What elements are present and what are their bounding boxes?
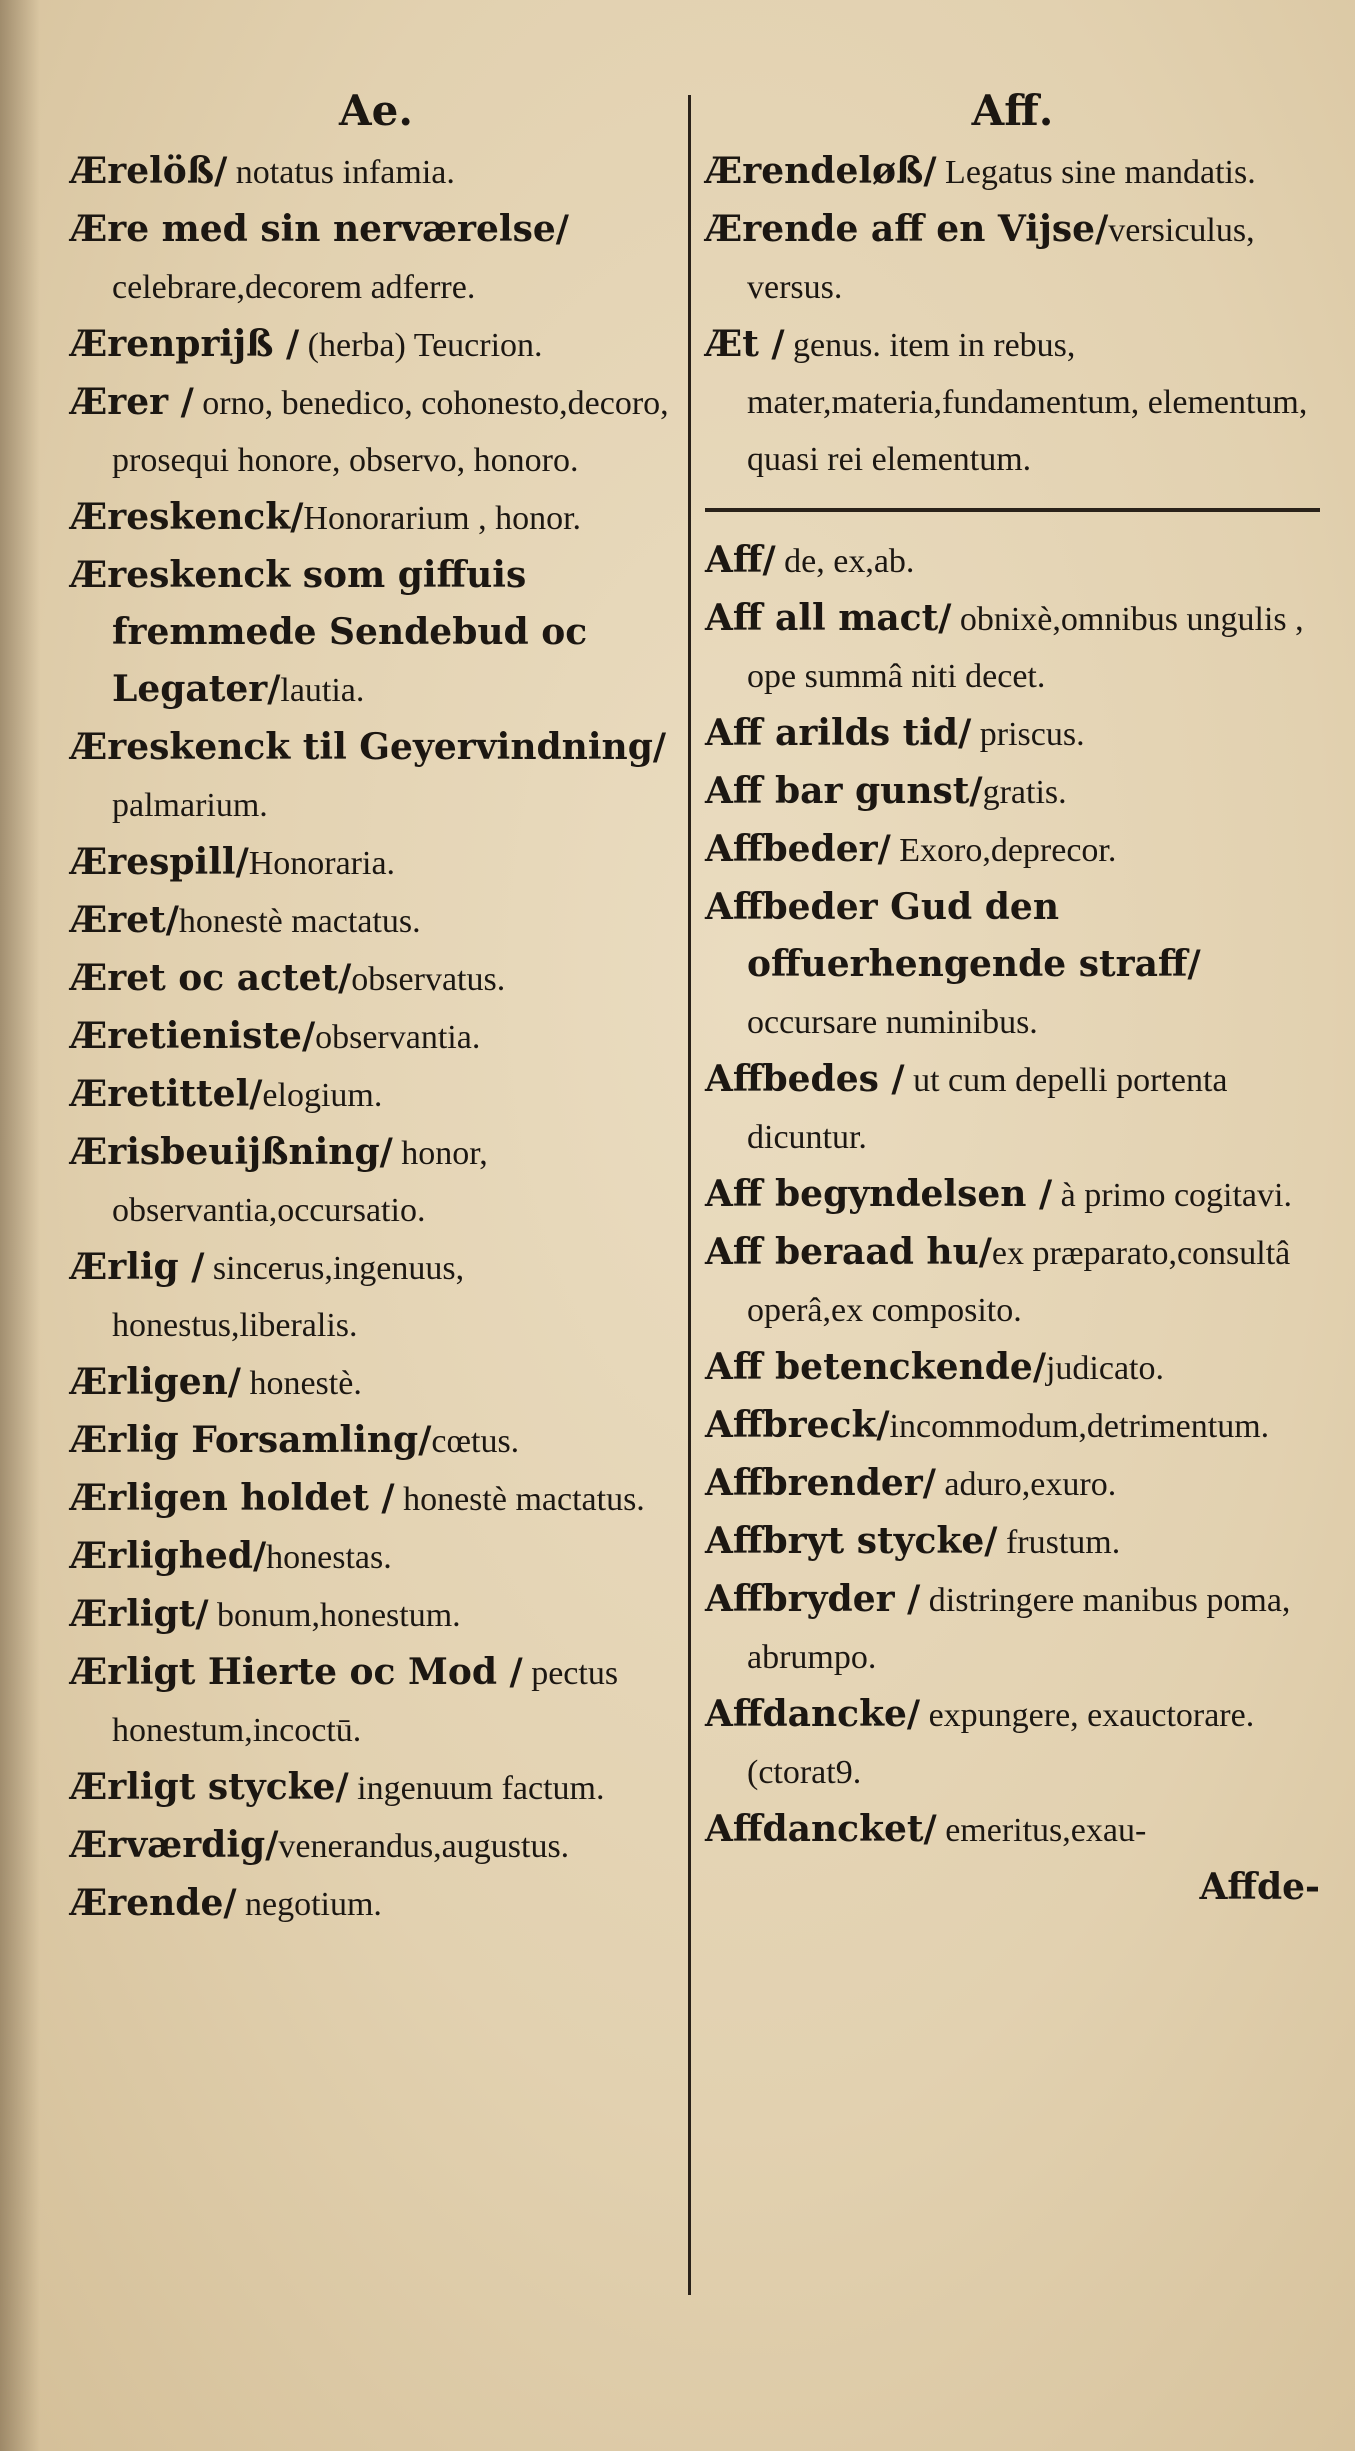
entry-definition: incommodum,detrimentum. (889, 1408, 1270, 1445)
dictionary-entry (70, 1759, 682, 1817)
entry-definition: versiculus, versus. (747, 212, 1255, 306)
entry-headword: Ærligt Hierte oc Mod / (70, 1651, 523, 1693)
column-divider (688, 95, 691, 2295)
entry-definition: judicato. (1045, 1350, 1164, 1387)
entry-definition: ingenuum factum. (348, 1770, 605, 1807)
entry-definition: frustum. (997, 1524, 1121, 1561)
entry-definition: genus. item in rebus, mater,materia,fundamentum, elementum, quasi rei elementum. (747, 327, 1308, 478)
entry-definition: ut cum depelli portenta dicuntur. (747, 1062, 1228, 1156)
entry-headword: Æret/ (70, 899, 179, 941)
entry-headword: Æret oc actet/ (70, 957, 352, 999)
entry-headword: Ærendeløß/ (705, 150, 937, 192)
dictionary-entry (705, 1166, 1320, 1224)
entry-headword: Ærenprijß / (70, 323, 300, 365)
dictionary-entry (70, 1066, 682, 1124)
entry-definition: gratis. (982, 774, 1067, 811)
dictionary-entry (705, 1686, 1320, 1801)
dictionary-entry (705, 1571, 1320, 1686)
dictionary-entry (705, 1455, 1320, 1513)
dictionary-entry (70, 489, 682, 547)
dictionary-entry (70, 1412, 682, 1470)
left-column (70, 85, 682, 1933)
dictionary-entry (70, 1528, 682, 1586)
entry-definition: cœtus. (431, 1423, 520, 1460)
right-entry-list-top (705, 143, 1320, 488)
entry-headword: Affbeder/ (705, 828, 891, 870)
dictionary-entry (70, 1644, 682, 1759)
entry-headword: Æretittel/ (70, 1073, 263, 1115)
entry-definition: emeritus,exau- (936, 1812, 1147, 1849)
entry-headword: Æreskenck til Geyervindning/ (70, 726, 667, 768)
dictionary-entry (70, 1817, 682, 1875)
entry-headword: Ærelöß/ (70, 150, 228, 192)
entry-headword: Aff/ (705, 539, 776, 581)
entry-definition: distringere manibus poma, abrumpo. (747, 1582, 1291, 1676)
dictionary-entry (705, 143, 1320, 201)
entry-headword: Æt / (705, 323, 785, 365)
entry-definition: obnixè,omnibus ungulis , ope summâ niti decet. (747, 601, 1304, 695)
dictionary-entry (70, 143, 682, 201)
entry-definition: à primo cogitavi. (1052, 1177, 1292, 1214)
entry-definition: notatus infamia. (227, 154, 455, 191)
dictionary-entry (705, 763, 1320, 821)
entry-headword: Aff beraad hu/ (705, 1231, 992, 1273)
entry-headword: Ære med sin nerværelse/ (70, 208, 569, 250)
right-entry-list (705, 532, 1320, 1859)
entry-definition: ex præparato,consultâ operâ,ex composito. (747, 1235, 1291, 1329)
dictionary-entry (70, 950, 682, 1008)
dictionary-entry (705, 1513, 1320, 1571)
entry-headword: Ærlig / (70, 1246, 205, 1288)
entry-definition: negotium. (236, 1886, 382, 1923)
entry-headword: Ærlig Forsamling/ (70, 1419, 432, 1461)
catchword: Affde- (1199, 1866, 1320, 1908)
entry-headword: Affdancke/ (705, 1693, 921, 1735)
entry-definition: observantia. (315, 1019, 481, 1056)
dictionary-entry (705, 1224, 1320, 1339)
entry-definition: sincerus,ingenuus, honestus,liberalis. (112, 1250, 465, 1344)
entry-definition: (herba) Teucrion. (299, 327, 543, 364)
entry-headword: Aff begyndelsen / (705, 1173, 1053, 1215)
right-column (705, 85, 1320, 1915)
entry-headword: Ærligt stycke/ (70, 1766, 349, 1808)
dictionary-entry (705, 201, 1320, 316)
entry-headword: Affbrender/ (705, 1462, 936, 1504)
entry-definition: palmarium. (112, 787, 268, 824)
dictionary-entry (705, 1397, 1320, 1455)
dictionary-entry (705, 821, 1320, 879)
entry-headword: Aff all mact/ (705, 597, 952, 639)
entry-headword: Ærende aff en Vijse/ (705, 208, 1109, 250)
entry-headword: Ærlighed/ (70, 1535, 267, 1577)
entry-definition: priscus. (971, 716, 1085, 753)
dictionary-entry (705, 1339, 1320, 1397)
dictionary-entry (705, 1051, 1320, 1166)
entry-headword: Affbedes / (705, 1058, 905, 1100)
entry-definition: honestè mactatus. (394, 1481, 645, 1518)
entry-headword: Ærer / (70, 381, 194, 423)
entry-definition: Honoraria. (248, 845, 396, 882)
entry-definition: celebrare,decorem adferre. (112, 269, 476, 306)
dictionary-entry (70, 1124, 682, 1239)
entry-definition: de, ex,ab. (775, 543, 915, 580)
entry-headword: Affbeder Gud den offuerhengende straff/ (705, 886, 1201, 985)
dictionary-entry (70, 834, 682, 892)
entry-definition: bonum,honestum. (208, 1597, 461, 1634)
entry-definition: observatus. (351, 961, 506, 998)
section-rule (705, 508, 1320, 512)
entry-headword: Affbryder / (705, 1578, 921, 1620)
entry-headword: Ærværdig/ (70, 1824, 279, 1866)
dictionary-entry (70, 1239, 682, 1354)
entry-definition: lautia. (280, 672, 365, 709)
entry-headword: Affbreck/ (705, 1404, 890, 1446)
dictionary-entry (705, 316, 1320, 488)
dictionary-entry (70, 1008, 682, 1066)
entry-definition: expungere, exauctorare. (ctorat9. (747, 1697, 1255, 1791)
dictionary-entry (705, 879, 1320, 1051)
entry-headword: Aff bar gunst/ (705, 770, 983, 812)
entry-definition: aduro,exuro. (935, 1466, 1117, 1503)
entry-definition: Honorarium , honor. (303, 500, 582, 537)
entry-headword: Ærende/ (70, 1882, 237, 1924)
entry-definition: honestè mactatus. (178, 903, 421, 940)
dictionary-entry (705, 1801, 1320, 1859)
entry-definition: Legatus sine mandatis. (936, 154, 1256, 191)
dictionary-entry (70, 201, 682, 316)
entry-headword: Æretieniste/ (70, 1015, 316, 1057)
dictionary-entry (70, 1470, 682, 1528)
entry-headword: Affbryt stycke/ (705, 1520, 998, 1562)
entry-definition: honestas. (266, 1539, 392, 1576)
page-gutter-shadow (0, 0, 40, 2451)
dictionary-entry (70, 547, 682, 719)
entry-definition: Exoro,deprecor. (890, 832, 1117, 869)
dictionary-entry (705, 705, 1320, 763)
dictionary-entry (705, 590, 1320, 705)
entry-definition: honestè. (240, 1365, 362, 1402)
dictionary-entry (70, 1875, 682, 1933)
left-column-heading: Ae. (339, 86, 413, 135)
entry-definition: orno, benedico, cohonesto,decoro, prosequi honore, observo, honoro. (112, 385, 669, 479)
entry-headword: Ærespill/ (70, 841, 249, 883)
entry-headword: Ærligt/ (70, 1593, 209, 1635)
dictionary-entry (70, 719, 682, 834)
dictionary-entry (70, 1354, 682, 1412)
dictionary-entry (705, 532, 1320, 590)
entry-headword: Ærligen/ (70, 1361, 241, 1403)
dictionary-entry (70, 374, 682, 489)
dictionary-entry (70, 1586, 682, 1644)
entry-definition: pectus honestum,incoctū. (112, 1655, 619, 1749)
entry-definition: occursare numinibus. (747, 1004, 1038, 1041)
entry-headword: Aff betenckende/ (705, 1346, 1046, 1388)
entry-headword: Ærisbeuijßning/ (70, 1131, 393, 1173)
entry-headword: Aff arilds tid/ (705, 712, 972, 754)
left-entry-list (70, 143, 682, 1933)
entry-headword: Affdancket/ (705, 1808, 937, 1850)
dictionary-entry (70, 892, 682, 950)
dictionary-entry (70, 316, 682, 374)
entry-definition: elogium. (262, 1077, 383, 1114)
entry-headword: Æreskenck/ (70, 496, 304, 538)
entry-headword: Æreskenck som giffuis fremmede Sendebud oc Legater/ (70, 554, 588, 710)
entry-headword: Ærligen holdet / (70, 1477, 395, 1519)
right-column-heading: Aff. (971, 86, 1054, 135)
entry-definition: venerandus,augustus. (278, 1828, 570, 1865)
entry-definition: honor, observantia,occursatio. (112, 1135, 488, 1229)
